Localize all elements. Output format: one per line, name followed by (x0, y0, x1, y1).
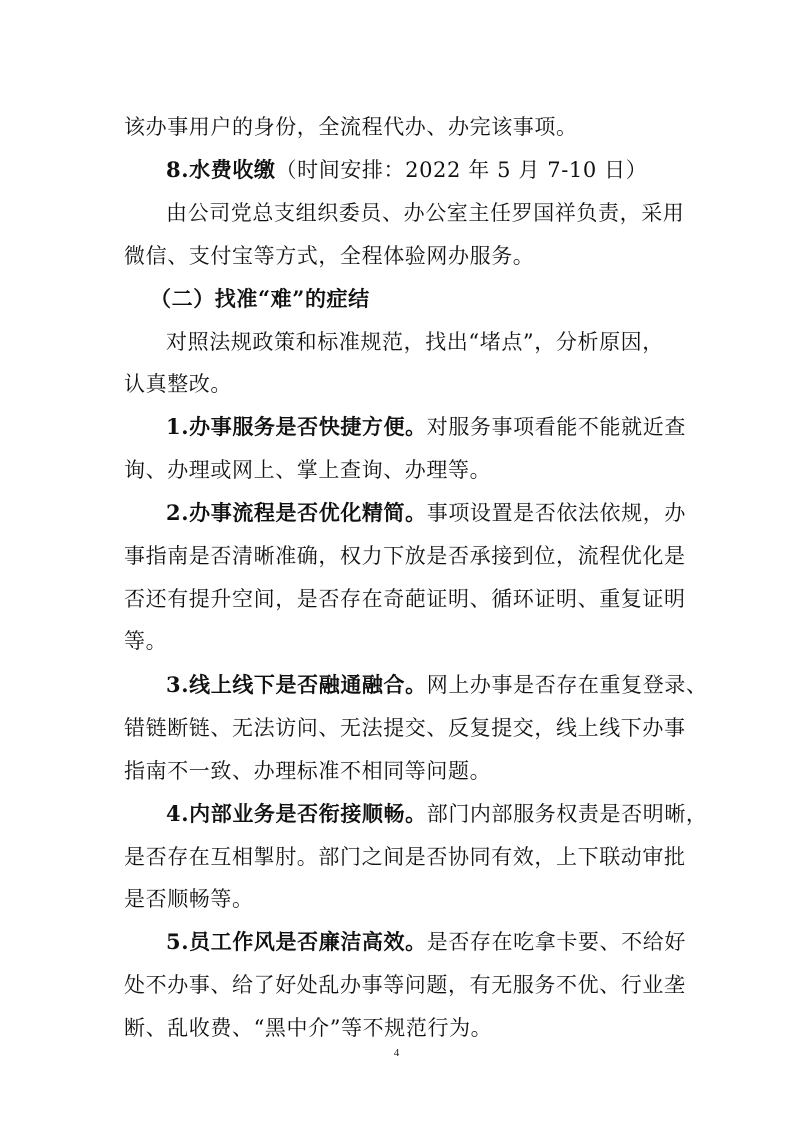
text-run: 对照法规政策和标准规范，找出“堵点”，分析原因， (166, 330, 664, 354)
text-line (124, 371, 232, 397)
text-line (124, 972, 686, 998)
text-line (166, 672, 708, 698)
text-line (124, 715, 686, 741)
item-title: 1.办事服务是否快捷方便。 (166, 414, 427, 439)
text-line (166, 414, 686, 440)
text-run: 认真整改。 (124, 372, 232, 396)
text-run: 处不办事、给了好处乱办事等问题，有无服务不优、行业垄 (124, 973, 686, 997)
text-run: 事指南是否清晰准确，权力下放是否承接到位，流程优化是 (124, 544, 686, 568)
text-line (124, 243, 534, 269)
text-run: 由公司党总支组织委员、办公室主任罗国祥负责，采用 (166, 201, 685, 225)
text-line (124, 586, 686, 612)
text-run: 断、乱收费、“黑中介”等不规范行为。 (124, 1016, 493, 1040)
text-run: 错链断链、无法访问、无法提交、反复提交，线上线下办事 (124, 716, 686, 740)
text-line (124, 1015, 492, 1041)
text-run: 微信、支付宝等方式，全程体验网办服务。 (124, 244, 535, 268)
text-line (124, 758, 491, 784)
text-run: 指南不一致、办理标准不相同等问题。 (124, 759, 492, 783)
text-run: 询、办理或网上、掌上查询、办理等。 (124, 458, 492, 482)
text-line (166, 157, 647, 183)
text-run: 该办事用户的身份，全流程代办、办完该事项。 (124, 115, 578, 139)
text-line (124, 844, 686, 870)
text-run: 是否顺畅等。 (124, 887, 254, 911)
item-title: 8.水费收缴 (166, 157, 276, 182)
heading-text: （二）找准“难”的症结 (150, 286, 370, 311)
text-line (166, 329, 664, 355)
text-line (166, 500, 686, 526)
text-run: 是否存在吃拿卡要、不给好 (426, 930, 686, 954)
text-run: （时间安排：2022 年 5 月 7-10 日） (275, 158, 648, 182)
text-run: 部门内部服务权责是否明晰， (426, 802, 708, 826)
text-run: 否还有提升空间，是否存在奇葩证明、循环证明、重复证明 (124, 587, 686, 611)
item-title: 2.办事流程是否优化精简。 (166, 500, 427, 525)
section-heading (150, 286, 370, 312)
text-run: 是否存在互相掣肘。部门之间是否协同有效，上下联动审批 (124, 845, 686, 869)
text-line (124, 543, 686, 569)
text-line (124, 114, 578, 140)
text-run: 等。 (124, 629, 168, 653)
text-run: 事项设置是否依法依规，办 (426, 501, 686, 525)
text-line (166, 929, 686, 955)
text-line (166, 801, 708, 827)
text-run: 网上办事是否存在重复登录、 (426, 673, 708, 697)
item-title: 3.线上线下是否融通融合。 (166, 672, 427, 697)
text-line (124, 628, 167, 654)
text-line (124, 457, 491, 483)
text-run: 对服务事项看能不能就近查 (426, 415, 686, 439)
page-number: 4 (393, 1047, 400, 1059)
text-line (124, 886, 254, 912)
text-line (166, 200, 684, 226)
item-title: 4.内部业务是否衔接顺畅。 (166, 801, 427, 826)
item-title: 5.员工作风是否廉洁高效。 (166, 929, 427, 954)
